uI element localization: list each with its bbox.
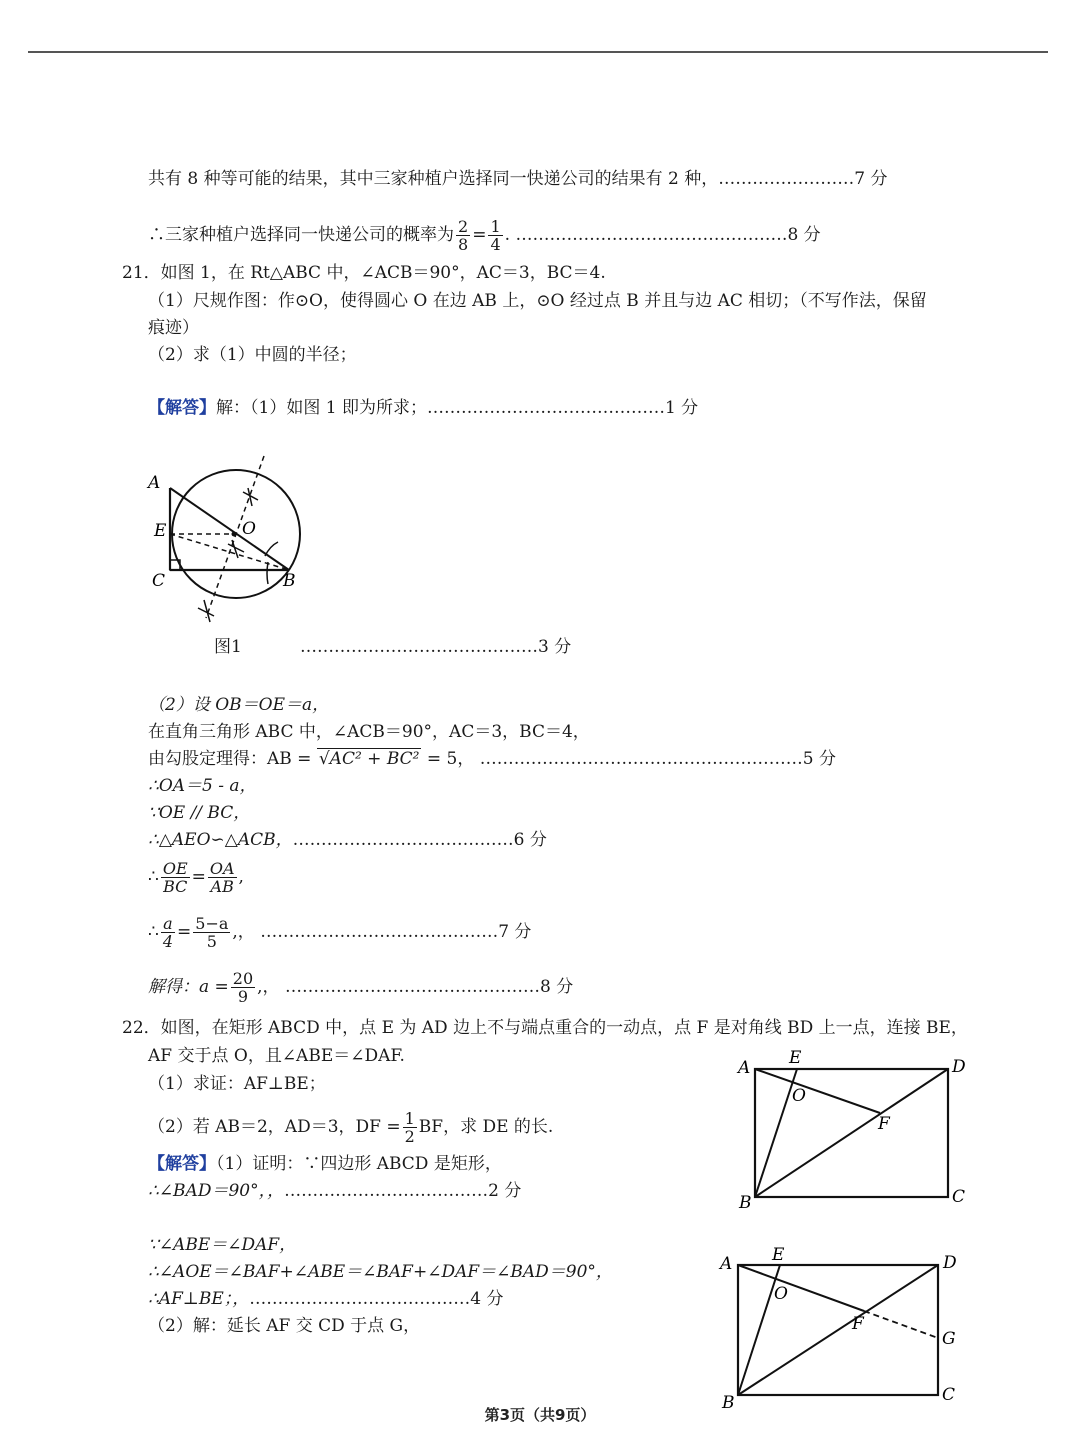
label-C: C xyxy=(952,1187,966,1207)
numerator: a xyxy=(161,915,175,933)
figure-caption: 图1 xyxy=(214,637,242,657)
numerator: 20 xyxy=(232,969,254,988)
equals: = xyxy=(177,922,192,942)
score-label: 2 分 xyxy=(488,1181,522,1201)
header-rule xyxy=(28,51,1048,53)
score-label: 5 分 xyxy=(802,749,836,769)
denominator: 2 xyxy=(404,1127,415,1146)
sol-after: , xyxy=(238,867,244,887)
leader-dots: ………………………………………………… xyxy=(479,749,803,769)
numerator: 1 xyxy=(490,217,501,236)
label-G: G xyxy=(942,1329,956,1349)
leader-dots: …………………………………… xyxy=(260,922,499,942)
q22-answer1 xyxy=(148,1153,502,1175)
figure-q22-rectangle-extended xyxy=(710,1240,970,1415)
label-O: O xyxy=(774,1284,788,1304)
figure-1-score-line xyxy=(300,636,571,658)
denominator: 8 xyxy=(458,235,469,254)
label-E: E xyxy=(789,1048,802,1068)
q21-sol-line-7 xyxy=(148,860,244,900)
label-F: F xyxy=(852,1314,864,1334)
q22-part2-sol: （2）解：延长 AF 交 CD 于点 G， xyxy=(148,1316,421,1336)
q20-probability-text: ∴三家种植户选择同一快递公司的概率为 xyxy=(148,225,454,245)
sol-text: ∴∠BAD＝90°，， xyxy=(148,1181,285,1201)
fraction xyxy=(193,915,230,950)
fraction xyxy=(403,1110,417,1145)
q21-part2: （2）求（1）中圆的半径； xyxy=(148,345,357,365)
score-label: 8 分 xyxy=(787,225,821,245)
figure-1-circle-construction xyxy=(140,450,320,625)
score-label: 6 分 xyxy=(513,830,547,850)
label-D: D xyxy=(943,1253,957,1273)
sol-text: 解得：a = xyxy=(148,977,229,997)
equals: = xyxy=(472,225,487,245)
fraction xyxy=(161,860,190,895)
q20-result-line xyxy=(148,168,887,190)
figure-q22-rectangle xyxy=(730,1045,980,1220)
therefore: ∴ xyxy=(148,922,159,942)
fraction xyxy=(208,860,237,895)
numerator: 1 xyxy=(404,1109,415,1128)
score-label: 7 分 xyxy=(498,922,532,942)
label-E: E xyxy=(772,1245,785,1265)
sol-text: ∴△AEO∽△ACB， xyxy=(148,830,293,850)
label-B: B xyxy=(722,1393,735,1413)
figure-1-caption-line xyxy=(214,636,242,658)
label-A: A xyxy=(148,473,161,493)
fraction xyxy=(488,218,502,253)
answer-tag: 【解答】 xyxy=(148,398,216,418)
q22-line-bad xyxy=(148,1180,521,1202)
sqrt-expression: √AC² + BC² xyxy=(318,749,420,769)
numerator: OA xyxy=(209,859,235,878)
fraction xyxy=(161,915,175,950)
q20-probability-line xyxy=(148,218,821,253)
denominator: BC xyxy=(163,877,188,896)
q21-part1-cont: 痕迹） xyxy=(148,318,199,338)
score-label: 7 分 xyxy=(854,169,888,189)
q21-answer1 xyxy=(148,397,698,419)
sol-after: = 5， xyxy=(421,749,475,769)
label-O: O xyxy=(792,1086,806,1106)
q21-part1: （1）尺规作图：作⊙O，使得圆心 O 在边 AB 上，⊙O 经过点 B 并且与边 AC 相切；（不写作法，保留 xyxy=(148,291,927,311)
fraction xyxy=(456,218,470,253)
leader-dots: ………………………………… xyxy=(292,830,514,850)
sol-text: 由勾股定理得：AB = xyxy=(148,749,317,769)
score-label: 8 分 xyxy=(539,977,574,997)
label-E: E xyxy=(154,521,167,541)
q22-stem-1: 22．如图，在矩形 ABCD 中，点 E 为 AD 边上不与端点重合的一动点，点 F 是对角线 BD 上一点，连接 BE， xyxy=(122,1018,968,1038)
q22-line-perp xyxy=(148,1288,504,1310)
q21-sol-line-9 xyxy=(148,970,573,1005)
label-B: B xyxy=(739,1193,752,1213)
label-B: B xyxy=(283,571,296,591)
q21-sol-line-4: ∴OA＝5 - a， xyxy=(148,776,257,796)
therefore: ∴ xyxy=(148,867,159,887)
period: . xyxy=(504,225,511,245)
label-A: A xyxy=(738,1058,751,1078)
denominator: AB xyxy=(210,877,234,896)
answer-tag: 【解答】 xyxy=(148,1154,216,1174)
score-label: 1 分 xyxy=(664,398,699,418)
q22-line-aoe: ∴∠AOE＝∠BAF+∠ABE＝∠BAF+∠DAF＝∠BAD＝90°， xyxy=(148,1262,613,1282)
leader-dots: ……………………………………… xyxy=(284,977,540,997)
sol-text: ∴AF⊥BE；， xyxy=(148,1289,250,1309)
part2-text: （2）若 AB＝2，AD＝3，DF = xyxy=(148,1117,401,1137)
q21-stem: 21．如图 1，在 Rt△ABC 中，∠ACB＝90°，AC＝3，BC＝4. xyxy=(122,263,606,283)
numerator: OE xyxy=(162,859,188,878)
denominator: 5 xyxy=(206,932,217,951)
label-F: F xyxy=(878,1114,890,1134)
part2-text: BF，求 DE 的长. xyxy=(418,1117,554,1137)
denominator: 4 xyxy=(490,235,501,254)
sol-after: ,， xyxy=(257,977,280,997)
q21-sol-line-5: ∵OE // BC， xyxy=(148,803,251,823)
q21-sol-line-2: 在直角三角形 ABC 中，∠ACB＝90°，AC＝3，BC＝4， xyxy=(148,722,590,742)
q22-part2 xyxy=(148,1110,553,1145)
radicand: AC² + BC² xyxy=(329,749,420,769)
score-label: 3 分 xyxy=(538,637,572,657)
score-label: 4 分 xyxy=(470,1289,504,1309)
numerator: 5−a xyxy=(195,914,229,933)
q22-line-abe: ∵∠ABE＝∠DAF， xyxy=(148,1235,297,1255)
q20-result-text: 共有 8 种等可能的结果，其中三家种植户选择同一快递公司的结果有 2 种， xyxy=(148,169,719,189)
numerator: 2 xyxy=(458,217,469,236)
label-O: O xyxy=(242,519,256,539)
sol-after: ,， xyxy=(232,922,255,942)
denominator: 9 xyxy=(237,987,249,1006)
q21-sol-line-3 xyxy=(148,748,836,770)
leader-dots: ………………………………………… xyxy=(515,225,788,245)
q22-stem-2: AF 交于点 O，且∠ABE＝∠DAF. xyxy=(148,1046,405,1066)
leader-dots: …………………………………… xyxy=(300,637,538,657)
leader-dots: …………………… xyxy=(718,169,855,189)
leader-dots: …………………………………… xyxy=(426,398,665,418)
q21-sol-line-8 xyxy=(148,915,531,950)
label-C: C xyxy=(152,571,166,591)
equals: = xyxy=(191,867,206,887)
denominator: 4 xyxy=(162,932,174,951)
answer-text: 解：（1）如图 1 即为所求； xyxy=(216,398,427,418)
fraction xyxy=(231,970,255,1005)
answer-text: （1）证明：∵四边形 ABCD 是矩形， xyxy=(216,1154,502,1174)
page-footer: 第3页（共9页） xyxy=(484,1406,596,1424)
q21-sol-line-1: （2）设 OB＝OE＝a， xyxy=(148,695,330,715)
leader-dots: ………………………………… xyxy=(249,1289,471,1309)
q22-part1: （1）求证：AF⊥BE； xyxy=(148,1074,326,1094)
leader-dots: ……………………………… xyxy=(284,1181,489,1201)
q21-sol-line-6 xyxy=(148,829,547,851)
label-A: A xyxy=(720,1254,733,1274)
label-C: C xyxy=(942,1385,956,1405)
label-D: D xyxy=(952,1057,966,1077)
